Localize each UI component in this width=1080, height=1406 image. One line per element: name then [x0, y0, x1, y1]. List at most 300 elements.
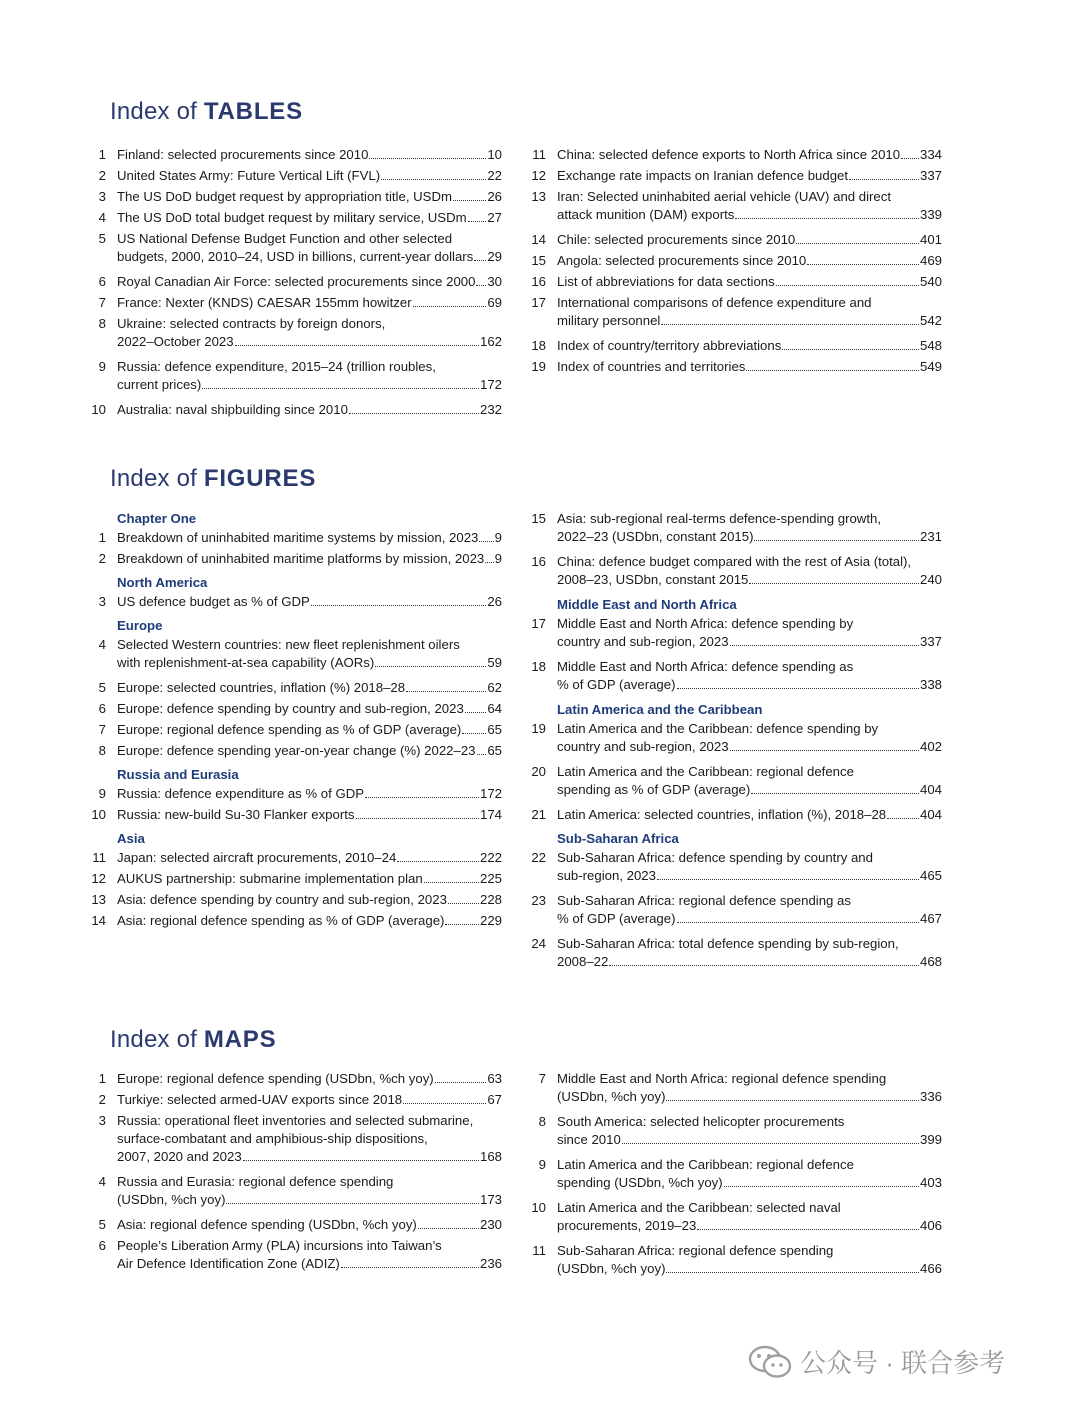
- entry-title-line: Asia: sub-regional real-terms defence-spending growth,: [557, 511, 881, 526]
- entry-title-line: People’s Liberation Army (PLA) incursions into Taiwan’s: [117, 1238, 442, 1253]
- dot-leader: [418, 1228, 479, 1229]
- entry-number: 7: [98, 722, 106, 737]
- entry-body: [557, 1199, 942, 1235]
- page-number: 222: [479, 850, 502, 865]
- entry-title: budgets, 2000, 2010–24, USD in billions, current-year dollars: [117, 249, 474, 264]
- entry-body: [117, 146, 502, 164]
- dot-leader: [462, 733, 486, 734]
- index-entry: [522, 892, 942, 928]
- entry-number: 10: [91, 807, 106, 822]
- index-entry: [82, 785, 502, 803]
- entry-title-line: Middle East and North Africa: regional defence spending: [557, 1071, 887, 1086]
- entry-title-line: Sub-Saharan Africa: total defence spending by sub-region,: [557, 936, 899, 951]
- tables-left-column: [82, 146, 502, 422]
- entry-body: [117, 679, 502, 697]
- entry-body: [117, 1091, 502, 1109]
- dot-leader: [730, 645, 919, 646]
- page-number: 399: [919, 1132, 942, 1147]
- entry-title: Angola: selected procurements since 2010: [557, 253, 807, 268]
- entry-title-last-line: [117, 870, 502, 888]
- index-entry: [82, 806, 502, 824]
- page-number: 403: [919, 1175, 942, 1190]
- entry-number: 15: [531, 253, 546, 268]
- entry-title: (USDbn, %ch yoy): [557, 1261, 666, 1276]
- dot-leader: [666, 1272, 919, 1273]
- entry-number: 6: [98, 1238, 106, 1253]
- dot-leader: [901, 158, 919, 159]
- entry-number: 6: [98, 274, 106, 289]
- entry-title: Royal Canadian Air Force: selected procurements since 2000: [117, 274, 476, 289]
- dot-leader: [243, 1160, 479, 1161]
- page-number: 65: [487, 722, 502, 737]
- entry-title-last-line: [117, 721, 502, 739]
- entry-title: Latin America: selected countries, inflation (%), 2018–28: [557, 807, 887, 822]
- page-number: 467: [919, 911, 942, 926]
- entry-number: 5: [98, 231, 106, 246]
- index-entry: [522, 188, 942, 224]
- index-entry: [522, 294, 942, 330]
- entry-title-last-line: [117, 273, 502, 291]
- index-entry: [522, 358, 942, 376]
- entry-title-last-line: [117, 401, 502, 419]
- entry-body: [117, 1216, 502, 1234]
- page-number: 540: [919, 274, 942, 289]
- page-number: 236: [479, 1256, 502, 1271]
- entry-number: 1: [98, 530, 106, 545]
- index-entry: [82, 593, 502, 611]
- entry-title-last-line: [117, 891, 502, 909]
- entry-title-last-line: [117, 912, 502, 930]
- entry-title-last-line: [557, 738, 942, 756]
- entry-title-last-line: [117, 188, 502, 206]
- dot-leader: [202, 388, 479, 389]
- dot-leader: [375, 666, 486, 667]
- index-entry: [522, 1113, 942, 1149]
- entry-number: 2: [98, 168, 106, 183]
- entry-body: [557, 553, 942, 589]
- entry-title-line: Middle East and North Africa: defence spending as: [557, 659, 854, 674]
- entry-number: 10: [531, 1200, 546, 1215]
- entry-title-line: Sub-Saharan Africa: regional defence spending as: [557, 893, 851, 908]
- index-entry: [82, 188, 502, 206]
- index-entry: [82, 230, 502, 266]
- entry-title: Asia: regional defence spending as % of GDP (average): [117, 913, 445, 928]
- entry-title-last-line: [117, 1191, 502, 1209]
- entry-title-last-line: [557, 231, 942, 249]
- figures-title: Index of FIGURES: [110, 465, 317, 492]
- entry-title: Asia: defence spending by country and sub-region, 2023: [117, 892, 447, 907]
- index-entry: [82, 721, 502, 739]
- entry-body: [557, 294, 942, 330]
- dot-leader: [435, 1082, 487, 1083]
- entry-title-last-line: [117, 654, 502, 672]
- entry-title: Index of countries and territories: [557, 359, 746, 374]
- entry-title-last-line: [117, 146, 502, 164]
- dot-leader: [622, 1143, 919, 1144]
- entry-title: Finland: selected procurements since 2010: [117, 147, 369, 162]
- entry-title-last-line: [117, 529, 502, 547]
- entry-number: 7: [98, 295, 106, 310]
- entry-body: [117, 1237, 502, 1273]
- watermark-text: 公众号 · 联合参考: [800, 1348, 1006, 1378]
- dot-leader: [341, 1267, 479, 1268]
- entry-title-last-line: [557, 1088, 942, 1106]
- page-number: 402: [919, 739, 942, 754]
- entry-number: 22: [531, 850, 546, 865]
- page-number: 337: [919, 634, 942, 649]
- index-entry: [82, 679, 502, 697]
- entry-number: 8: [98, 316, 106, 331]
- index-entry: [82, 167, 502, 185]
- entry-title: US defence budget as % of GDP: [117, 594, 310, 609]
- entry-title-line: Latin America and the Caribbean: selected naval: [557, 1200, 841, 1215]
- index-entry: [522, 510, 942, 546]
- dot-leader: [661, 324, 919, 325]
- entry-number: 20: [531, 764, 546, 779]
- entry-number: 17: [531, 295, 546, 310]
- entry-title: country and sub-region, 2023: [557, 634, 729, 649]
- page-number: 69: [487, 295, 502, 310]
- page-number: 26: [487, 189, 502, 204]
- entry-title-last-line: [557, 337, 942, 355]
- index-entry: [522, 273, 942, 291]
- entry-title: Europe: regional defence spending (USDbn, %ch yoy): [117, 1071, 434, 1086]
- entry-title-line: China: defence budget compared with the rest of Asia (total),: [557, 554, 912, 569]
- page-number: 240: [919, 572, 942, 587]
- entry-body: [117, 550, 502, 568]
- entry-number: 14: [531, 232, 546, 247]
- entry-title: Breakdown of uninhabited maritime systems by mission, 2023: [117, 530, 479, 545]
- entry-title-last-line: [557, 953, 942, 971]
- index-entry: [522, 231, 942, 249]
- entry-title: spending (USDbn, %ch yoy): [557, 1175, 723, 1190]
- entry-title-last-line: [117, 679, 502, 697]
- entry-body: [557, 658, 942, 694]
- dot-leader: [887, 818, 919, 819]
- entry-title: AUKUS partnership: submarine implementation plan: [117, 871, 423, 886]
- entry-body: [117, 785, 502, 803]
- entry-title-last-line: [117, 550, 502, 568]
- entry-number: 11: [92, 850, 106, 865]
- dot-leader: [776, 285, 919, 286]
- index-entry: [82, 550, 502, 568]
- maps-title: Index of MAPS: [110, 1026, 277, 1053]
- dot-leader: [782, 349, 919, 350]
- entry-title: Europe: defence spending year-on-year change (%) 2022–23: [117, 743, 476, 758]
- index-entry: [82, 742, 502, 760]
- index-entry: [522, 1242, 942, 1278]
- entry-number: 3: [98, 189, 106, 204]
- entry-number: 4: [98, 1174, 106, 1189]
- entry-body: [117, 806, 502, 824]
- entry-title: (USDbn, %ch yoy): [117, 1192, 226, 1207]
- dot-leader: [807, 264, 919, 265]
- entry-body: [557, 1156, 942, 1192]
- entry-title-line: Latin America and the Caribbean: regional defence: [557, 764, 854, 779]
- entry-title-last-line: [117, 167, 502, 185]
- dot-leader: [724, 1186, 919, 1187]
- entry-body: [117, 721, 502, 739]
- group-heading: Sub-Saharan Africa: [557, 831, 679, 846]
- page-number: 9: [494, 530, 502, 545]
- dot-leader: [381, 179, 486, 180]
- entry-title-last-line: [557, 910, 942, 928]
- page-number: 162: [479, 334, 502, 349]
- entry-title-last-line: [557, 806, 942, 824]
- entry-title: sub-region, 2023: [557, 868, 656, 883]
- entry-title-line: Russia and Eurasia: regional defence spending: [117, 1174, 394, 1189]
- page-number: 228: [479, 892, 502, 907]
- index-entry: [522, 658, 942, 694]
- entry-title-line: Russia: operational fleet inventories and selected submarine,: [117, 1113, 474, 1128]
- entry-number: 2: [98, 1092, 106, 1107]
- group-heading: Europe: [117, 618, 163, 633]
- entry-title-last-line: [117, 209, 502, 227]
- entry-body: [557, 763, 942, 799]
- index-entry: [82, 1091, 502, 1109]
- entry-body: [557, 146, 942, 164]
- group-heading: North America: [117, 575, 208, 590]
- index-entry: [522, 849, 942, 885]
- entry-number: 19: [531, 359, 546, 374]
- index-entry: [82, 891, 502, 909]
- entry-title-line: Latin America and the Caribbean: regional defence: [557, 1157, 854, 1172]
- entry-title: List of abbreviations for data sections: [557, 274, 775, 289]
- index-entry: [82, 1216, 502, 1234]
- index-entry: [522, 1199, 942, 1235]
- entry-title-last-line: [117, 248, 502, 266]
- page-number: 401: [919, 232, 942, 247]
- page-number: 22: [487, 168, 502, 183]
- entry-title: % of GDP (average): [557, 911, 676, 926]
- entry-title-last-line: [557, 312, 942, 330]
- entry-title-last-line: [117, 806, 502, 824]
- dot-leader: [369, 158, 486, 159]
- index-entry: [82, 636, 502, 672]
- entry-title: 2022–23 (USDbn, constant 2015): [557, 529, 754, 544]
- index-entry: [82, 401, 502, 419]
- entry-number: 3: [98, 594, 106, 609]
- entry-title-last-line: [117, 1216, 502, 1234]
- tables-right-column: [522, 146, 942, 379]
- entry-title-last-line: [557, 167, 942, 185]
- dot-leader: [477, 754, 487, 755]
- dot-leader: [403, 1103, 486, 1104]
- entry-title: Europe: regional defence spending as % of GDP (average): [117, 722, 462, 737]
- group-heading: Russia and Eurasia: [117, 767, 239, 782]
- index-entry: [522, 553, 942, 589]
- entry-title-last-line: [117, 1070, 502, 1088]
- dot-leader: [754, 540, 919, 541]
- dot-leader: [677, 688, 919, 689]
- entry-body: [117, 593, 502, 611]
- entry-number: 6: [98, 701, 106, 716]
- index-entry: [82, 146, 502, 164]
- dot-leader: [796, 243, 919, 244]
- entry-title: Asia: regional defence spending (USDbn, %ch yoy): [117, 1217, 417, 1232]
- entry-body: [117, 912, 502, 930]
- entry-body: [117, 188, 502, 206]
- index-entry: [82, 1070, 502, 1088]
- entry-body: [117, 315, 502, 351]
- entry-number: 1: [98, 1071, 106, 1086]
- entry-number: 16: [531, 554, 546, 569]
- entry-title-last-line: [117, 294, 502, 312]
- entry-title: since 2010: [557, 1132, 621, 1147]
- entry-body: [117, 209, 502, 227]
- entry-title-last-line: [117, 742, 502, 760]
- entry-title: United States Army: Future Vertical Lift (FVL): [117, 168, 381, 183]
- entry-body: [557, 231, 942, 249]
- page-number: 334: [919, 147, 942, 162]
- dot-leader: [666, 1100, 919, 1101]
- index-entry: [522, 806, 942, 824]
- entry-title: country and sub-region, 2023: [557, 739, 729, 754]
- maps-left-column: [82, 1070, 502, 1280]
- entry-title: % of GDP (average): [557, 677, 676, 692]
- entry-title: The US DoD budget request by appropriation title, USDm: [117, 189, 452, 204]
- page-number: 231: [919, 529, 942, 544]
- entry-title-last-line: [117, 849, 502, 867]
- index-entry: [82, 529, 502, 547]
- page-number: 27: [487, 210, 502, 225]
- entry-title: 2008–23, USDbn, constant 2015: [557, 572, 749, 587]
- entry-title: The US DoD total budget request by military service, USDm: [117, 210, 467, 225]
- tables-title: Index of TABLES: [110, 98, 303, 125]
- entry-title-line: surface-combatant and amphibious-ship dispositions,: [117, 1131, 428, 1146]
- entry-title-last-line: [557, 528, 942, 546]
- entry-title-line: US National Defense Budget Function and other selected: [117, 231, 453, 246]
- dot-leader: [697, 1229, 919, 1230]
- entry-number: 10: [91, 402, 106, 417]
- entry-title-last-line: [557, 1260, 942, 1278]
- entry-title-last-line: [557, 633, 942, 651]
- entry-number: 18: [531, 659, 546, 674]
- entry-title-line: Middle East and North Africa: defence spending by: [557, 616, 854, 631]
- entry-number: 11: [532, 1243, 546, 1258]
- entry-title: Europe: defence spending by country and sub-region, 2023: [117, 701, 464, 716]
- group-heading: Latin America and the Caribbean: [557, 702, 763, 717]
- dot-leader: [751, 793, 919, 794]
- entry-body: [557, 510, 942, 546]
- index-entry: [522, 337, 942, 355]
- page-number: 64: [487, 701, 502, 716]
- index-entry: [522, 615, 942, 651]
- dot-leader: [445, 924, 479, 925]
- page-number: 404: [919, 782, 942, 797]
- entry-title-line: Russia: defence expenditure, 2015–24 (trillion roubles,: [117, 359, 436, 374]
- dot-leader: [677, 922, 919, 923]
- entry-title-last-line: [117, 785, 502, 803]
- page-number: 465: [919, 868, 942, 883]
- entry-title: Air Defence Identification Zone (ADIZ): [117, 1256, 340, 1271]
- index-entry: [82, 209, 502, 227]
- entry-title-last-line: [557, 676, 942, 694]
- index-entry: [82, 273, 502, 291]
- entry-title: Japan: selected aircraft procurements, 2010–24: [117, 850, 397, 865]
- entry-body: [117, 700, 502, 718]
- index-entry: [522, 146, 942, 164]
- dot-leader: [424, 882, 479, 883]
- group-heading: Asia: [117, 831, 145, 846]
- entry-title-line: Latin America and the Caribbean: defence spending by: [557, 721, 879, 736]
- index-entry: [522, 167, 942, 185]
- page-number: 542: [919, 313, 942, 328]
- entry-number: 19: [531, 721, 546, 736]
- page-number: 65: [487, 743, 502, 758]
- entry-number: 15: [531, 511, 546, 526]
- entry-title-last-line: [557, 571, 942, 589]
- index-entry: [82, 849, 502, 867]
- entry-body: [117, 401, 502, 419]
- entry-body: [117, 891, 502, 909]
- entry-number: 1: [98, 147, 106, 162]
- entry-body: [117, 1112, 502, 1166]
- entry-number: 14: [91, 913, 106, 928]
- page-number: 230: [479, 1217, 502, 1232]
- page-number: 174: [479, 807, 502, 822]
- dot-leader: [349, 413, 479, 414]
- page-number: 338: [919, 677, 942, 692]
- index-entry: [82, 294, 502, 312]
- entry-number: 11: [532, 147, 546, 162]
- page-number: 30: [487, 274, 502, 289]
- page-number: 404: [919, 807, 942, 822]
- dot-leader: [849, 179, 919, 180]
- entry-title-last-line: [117, 593, 502, 611]
- entry-number: 13: [91, 892, 106, 907]
- entry-title: Exchange rate impacts on Iranian defence budget: [557, 168, 849, 183]
- entry-title: Chile: selected procurements since 2010: [557, 232, 796, 247]
- entry-body: [117, 167, 502, 185]
- index-entry: [82, 912, 502, 930]
- entry-number: 9: [98, 359, 106, 374]
- entry-title: Turkiye: selected armed-UAV exports since 2018: [117, 1092, 403, 1107]
- dot-leader: [485, 562, 493, 563]
- entry-body: [557, 1113, 942, 1149]
- entry-body: [557, 720, 942, 756]
- entry-number: 16: [531, 274, 546, 289]
- entry-body: [557, 252, 942, 270]
- entry-title: spending as % of GDP (average): [557, 782, 751, 797]
- page-number: 549: [919, 359, 942, 374]
- entry-title: military personnel: [557, 313, 661, 328]
- entry-title-last-line: [557, 1174, 942, 1192]
- entry-title-last-line: [117, 1091, 502, 1109]
- entry-title-line: Iran: Selected uninhabited aerial vehicle (UAV) and direct: [557, 189, 892, 204]
- entry-number: 12: [531, 168, 546, 183]
- dot-leader: [746, 370, 919, 371]
- entry-body: [557, 337, 942, 355]
- dot-leader: [453, 200, 486, 201]
- index-entry: [82, 1173, 502, 1209]
- entry-title: Australia: naval shipbuilding since 2010: [117, 402, 348, 417]
- dot-leader: [609, 965, 919, 966]
- page-number: 10: [487, 147, 502, 162]
- page-number: 29: [487, 249, 502, 264]
- entry-title-last-line: [117, 376, 502, 394]
- dot-leader: [735, 218, 919, 219]
- page-number: 63: [487, 1071, 502, 1086]
- dot-leader: [465, 712, 487, 713]
- dot-leader: [448, 903, 479, 904]
- dot-leader: [468, 221, 487, 222]
- page-number: 59: [487, 655, 502, 670]
- entry-body: [117, 529, 502, 547]
- page-number: 336: [919, 1089, 942, 1104]
- entry-number: 4: [98, 637, 106, 652]
- entry-title: with replenishment-at-sea capability (AORs): [117, 655, 375, 670]
